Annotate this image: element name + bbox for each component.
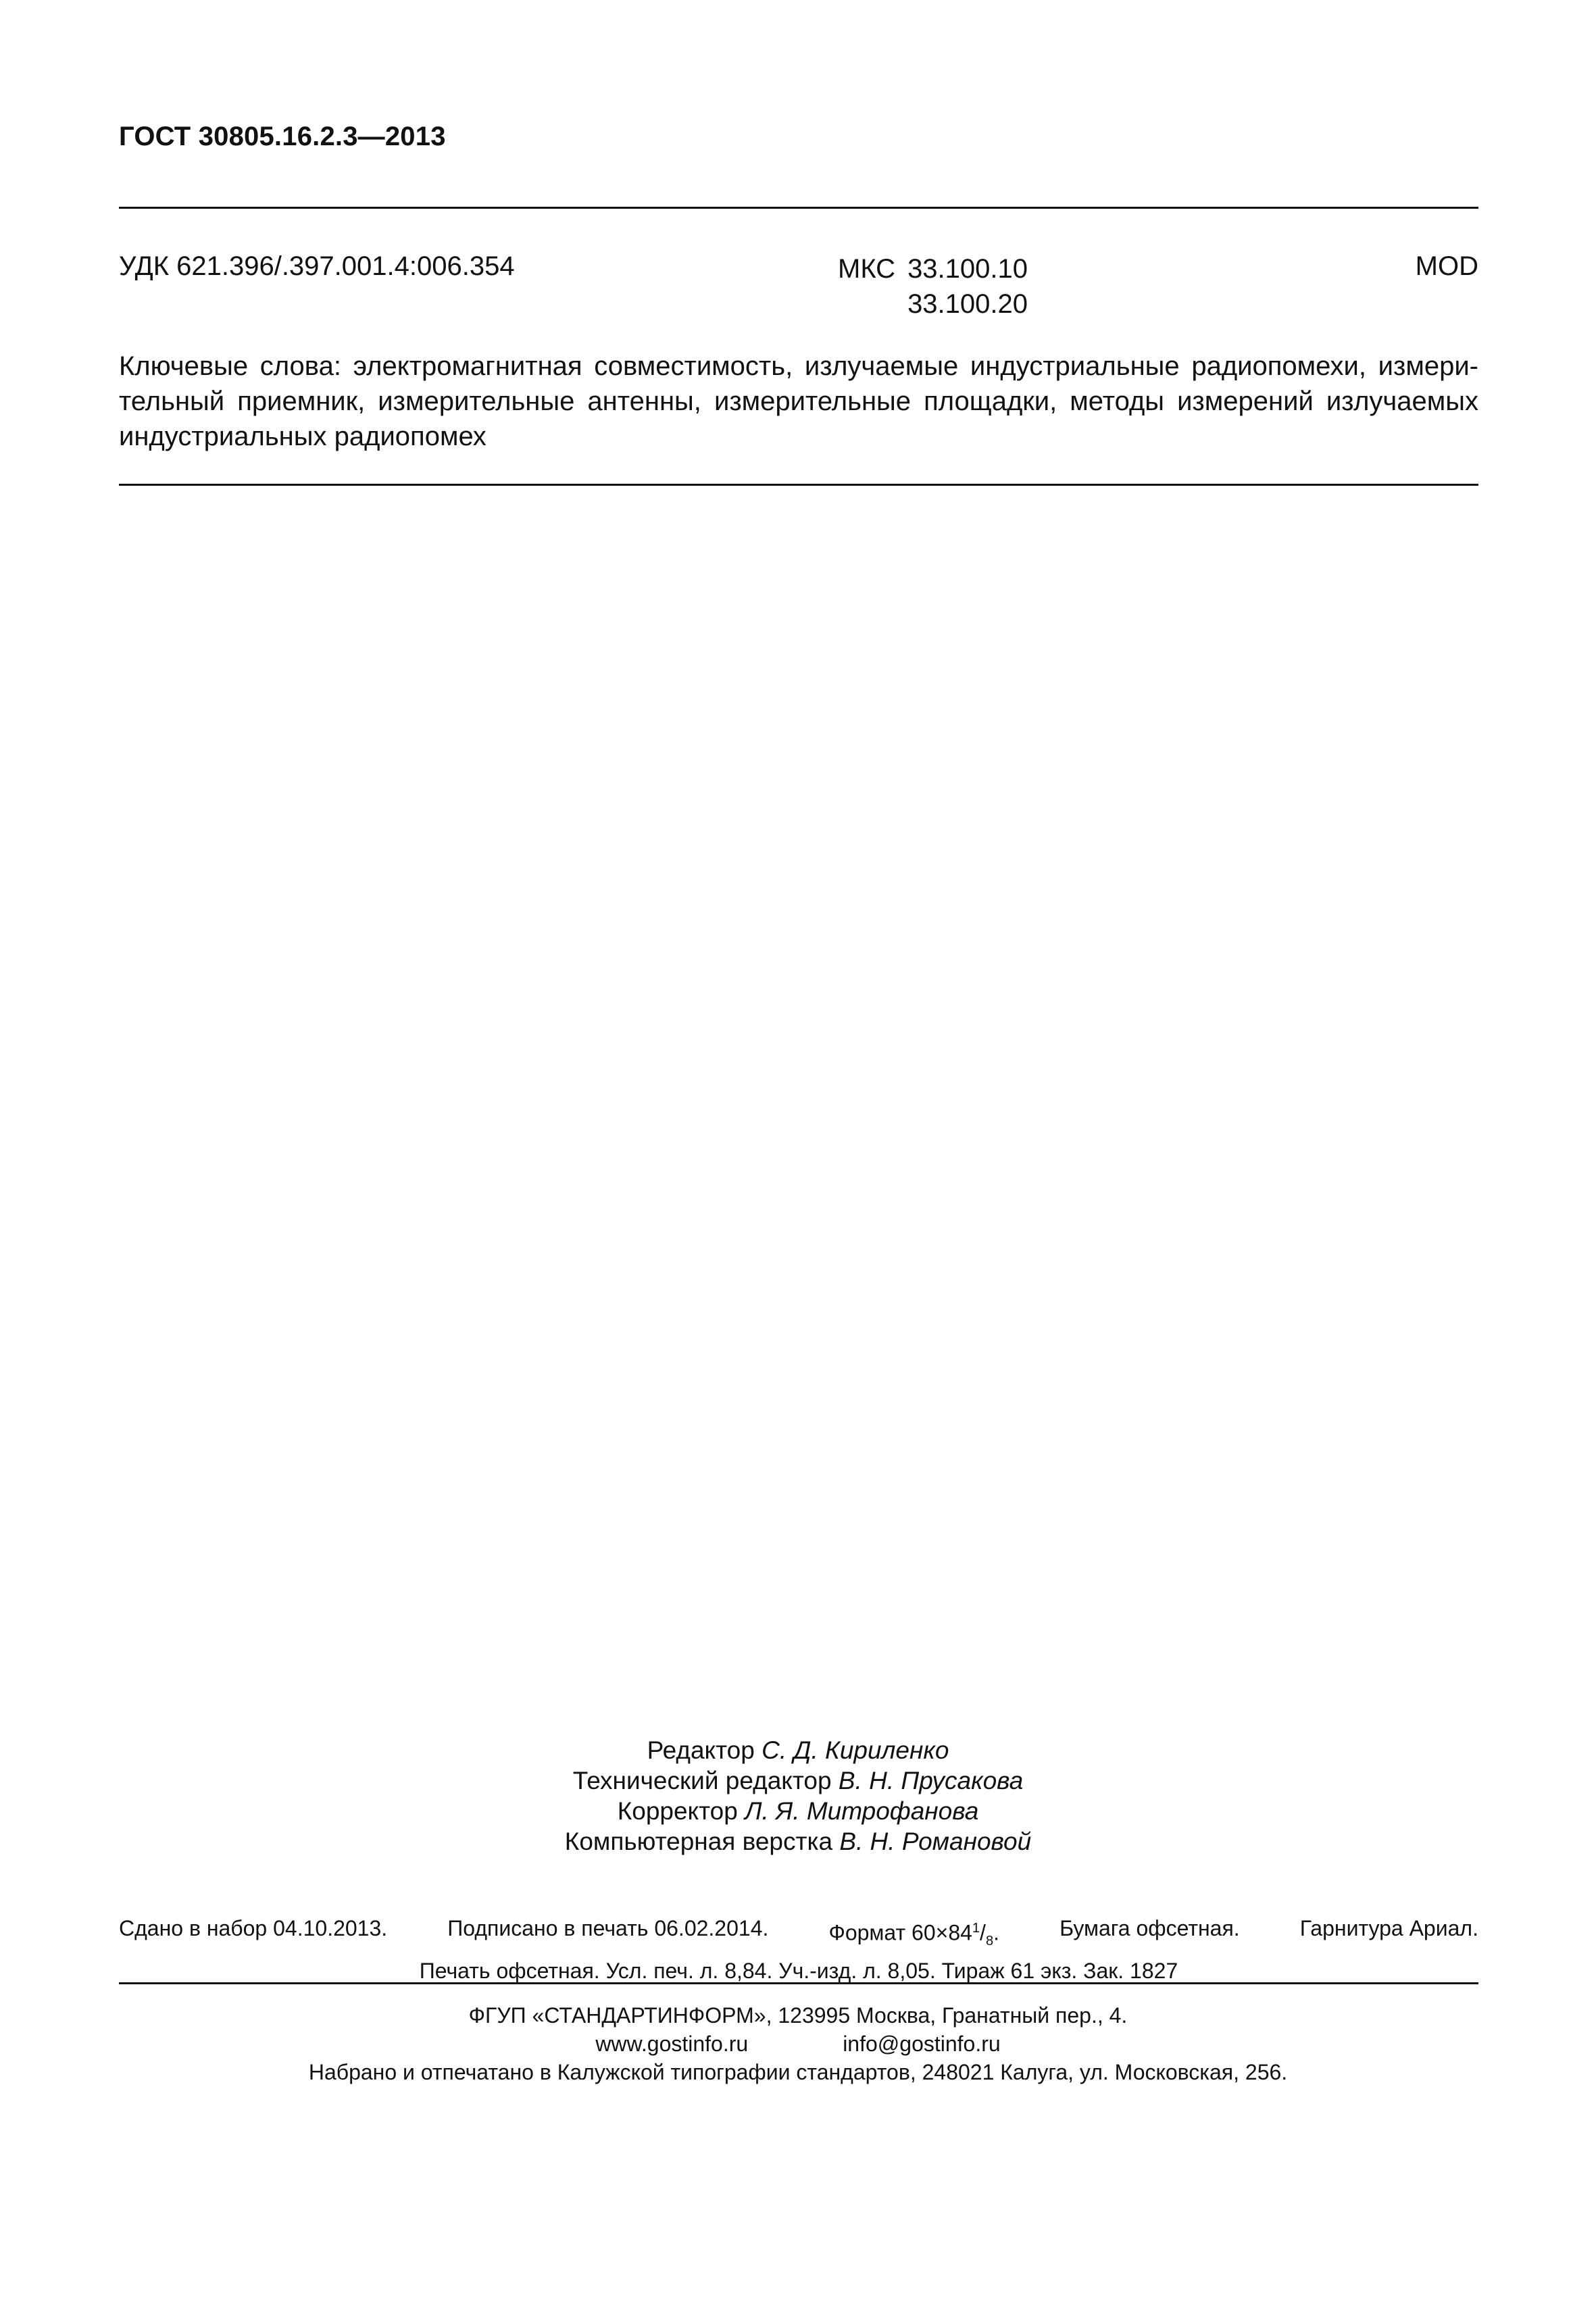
print-info-line2: Печать офсетная. Усл. печ. л. 8,84. Уч.-изд. л. 8,05. Тираж 61 экз. Зак. 1827	[419, 1959, 1178, 1984]
keywords-line: тельный приемник, измерительные антенны, измерительные площадки, методы измерений излучаемых	[119, 386, 1478, 416]
publisher-address: ФГУП «СТАНДАРТИНФОРМ», 123995 Москва, Гранатный пер., 4.	[468, 2003, 1128, 2028]
keywords-line: Ключевые слова: электромагнитная совместимость, излучаемые индустриальные радиопомехи, измери-	[119, 351, 1478, 381]
mks-block	[838, 251, 1028, 322]
divider-bottom	[119, 1982, 1478, 1984]
credit-editor: Редактор С. Д. Кириленко	[647, 1736, 949, 1764]
divider-keywords	[119, 484, 1478, 486]
standard-code: ГОСТ 30805.16.2.3—2013	[119, 122, 446, 151]
udk-code: УДК 621.396/.397.001.4:006.354	[119, 251, 515, 281]
publisher-block	[0, 2001, 1596, 2086]
publisher-website-link[interactable]: www.gostinfo.ru	[595, 2032, 749, 2056]
mks-code: 33.100.20	[907, 289, 1028, 319]
publisher-contacts	[0, 2030, 1596, 2058]
credits-block	[0, 1735, 1596, 1857]
publisher-email-link[interactable]: info@gostinfo.ru	[843, 2032, 1001, 2056]
divider-top	[119, 207, 1478, 209]
print-info-line1: Сдано в набор 04.10.2013. Подписано в печать 06.02.2014. Формат $60\times 84^1/_8$. Бумага офсетная. Гарнитура Ариал.	[119, 1913, 1478, 1956]
mod-marker: MOD	[1415, 251, 1478, 281]
mks-code: 33.100.10	[907, 254, 1028, 284]
keywords-line: индустриальных радиопомех	[119, 422, 487, 451]
keywords-paragraph	[119, 349, 1478, 454]
print-format: Формат $60\times 84^1/_8$.	[828, 1920, 999, 1949]
print-info	[119, 1913, 1478, 1986]
printing-house: Набрано и отпечатано в Калужской типографии стандартов, 248021 Калуга, ул. Московская, 256.	[308, 2060, 1288, 2084]
mks-label: МКС	[838, 254, 896, 284]
mks-codes	[907, 251, 1028, 322]
credit-tech-editor: Технический редактор В. Н. Прусакова	[572, 1767, 1024, 1794]
credit-layout: Компьютерная верстка В. Н. Романовой	[564, 1828, 1032, 1855]
credit-proofreader: Корректор Л. Я. Митрофанова	[617, 1797, 979, 1825]
